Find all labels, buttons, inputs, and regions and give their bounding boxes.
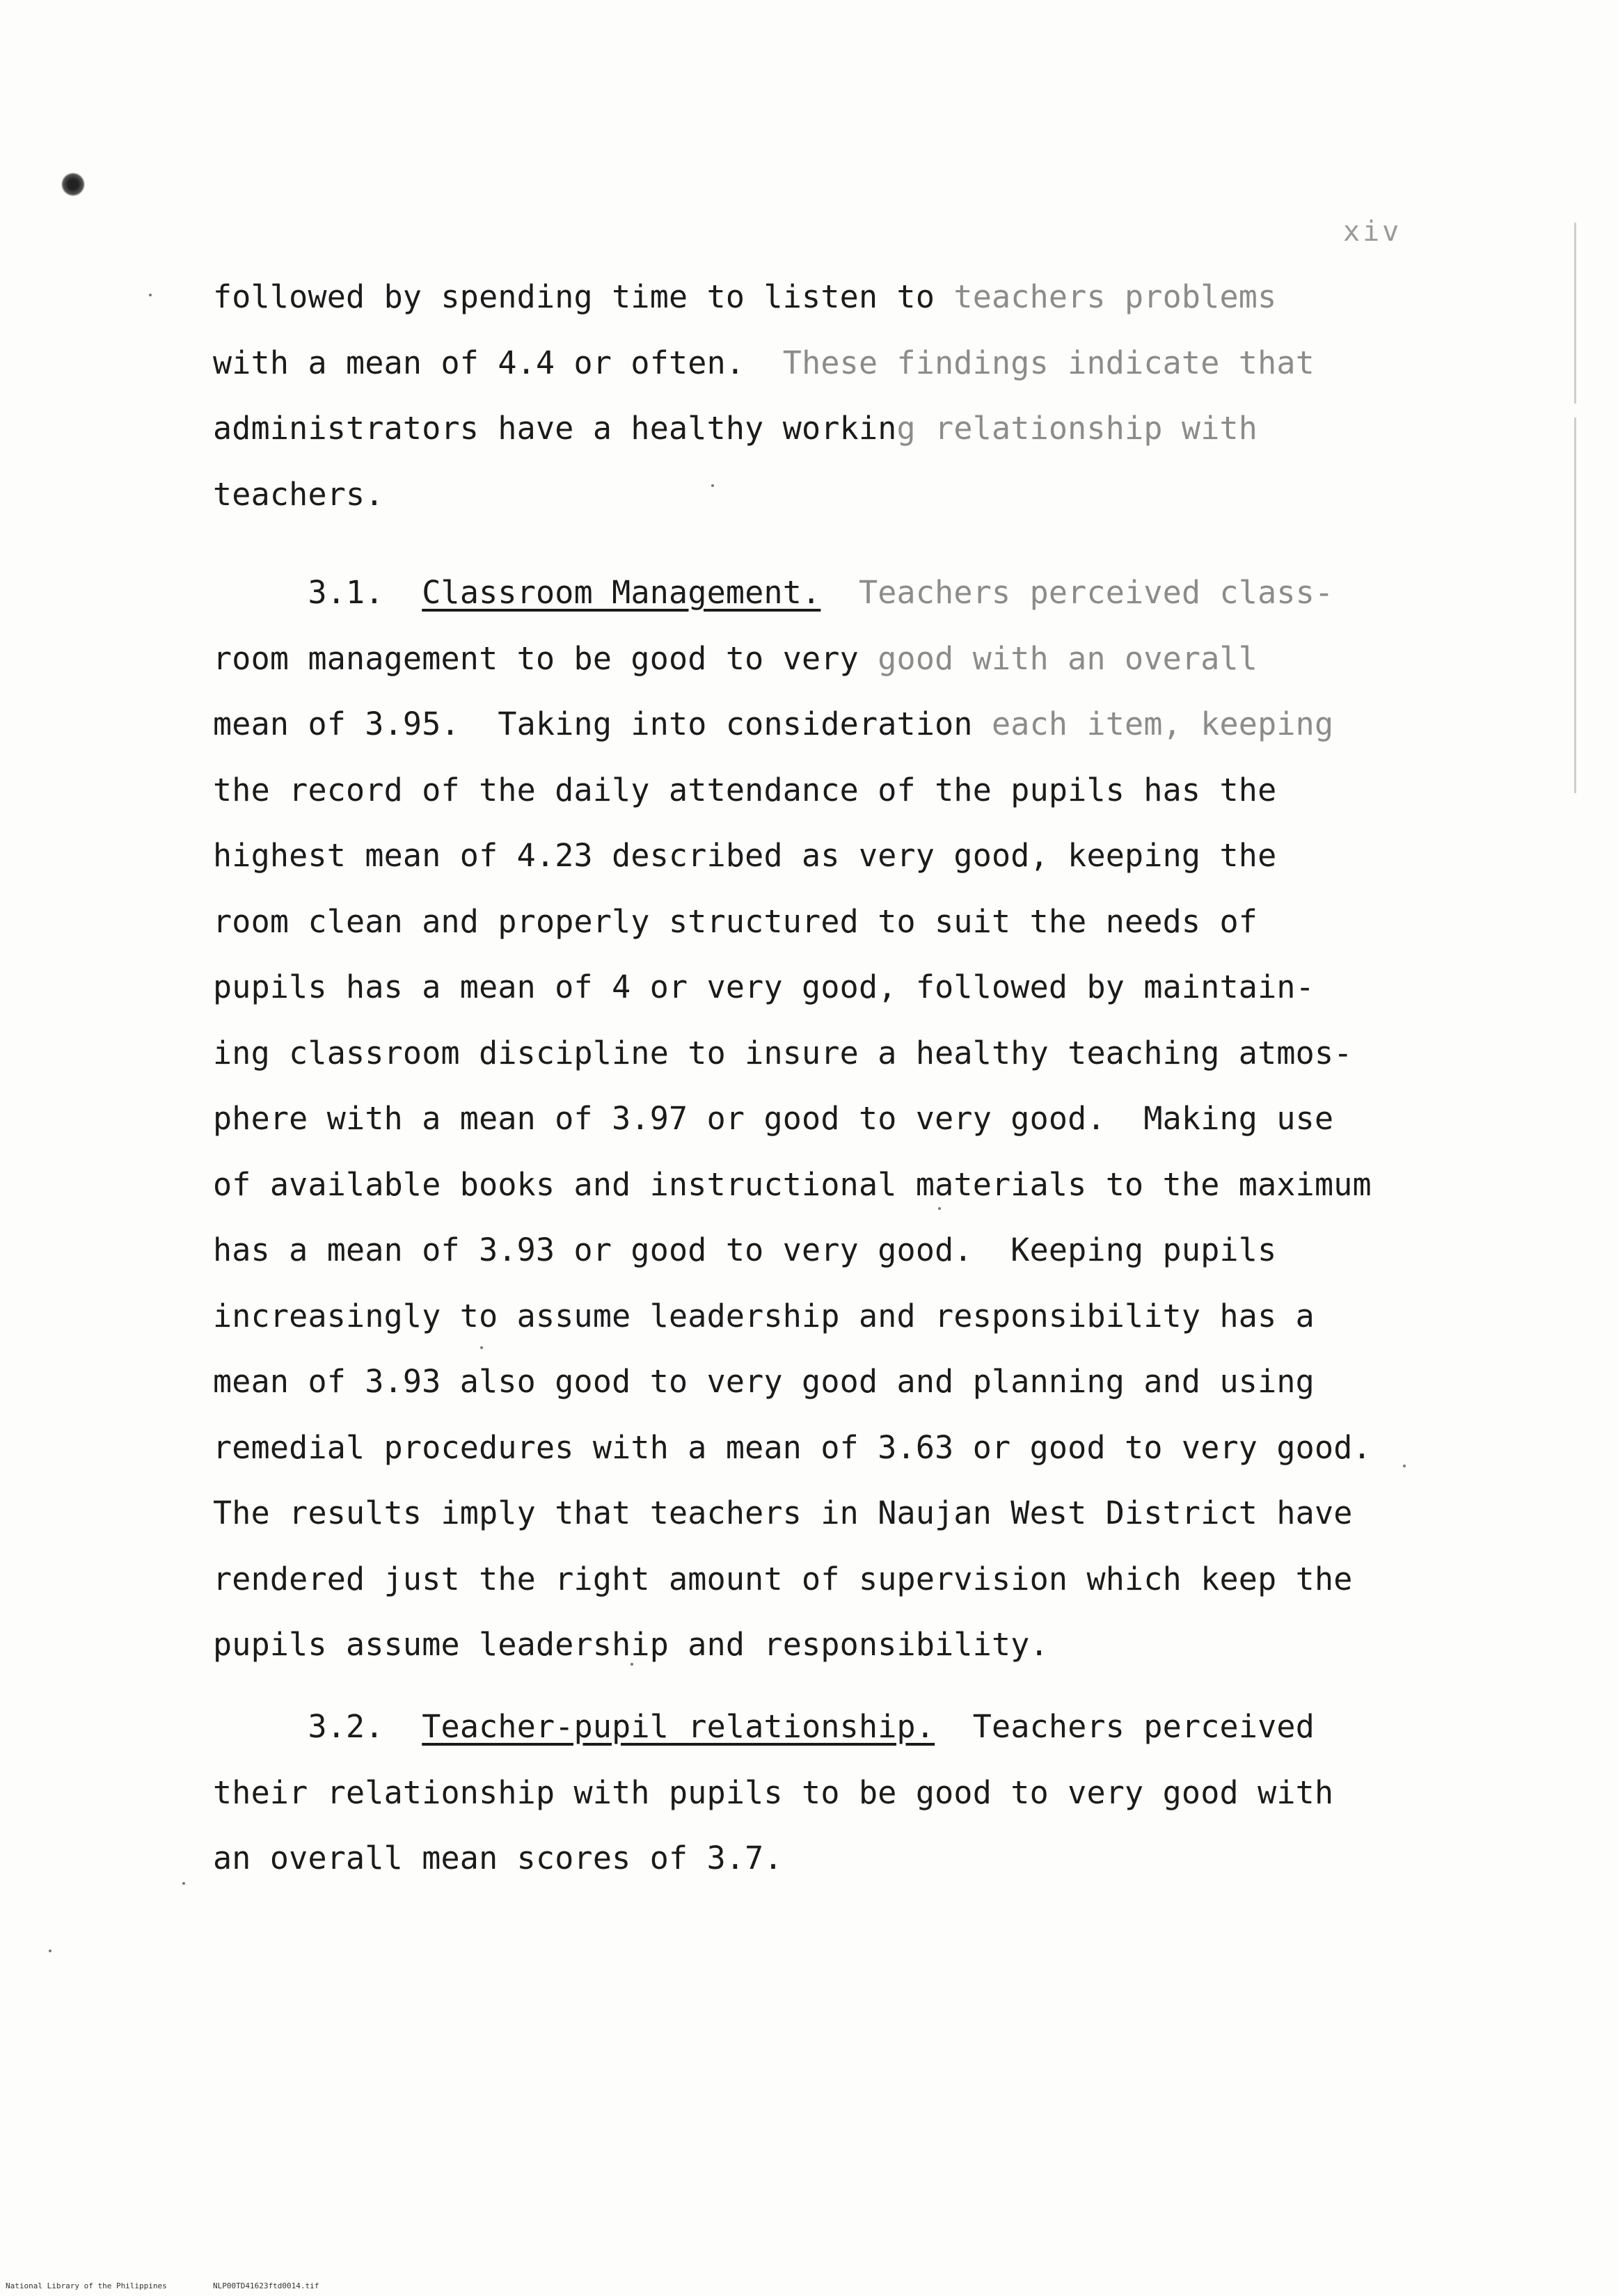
text-line: highest mean of 4.23 described as very good, keeping the: [213, 837, 1277, 874]
section-heading: Teacher-pupil relationship.: [422, 1708, 935, 1745]
text-line-faded: each item, keeping: [991, 705, 1334, 742]
text-line-faded: g relationship with: [896, 410, 1258, 447]
library-credit: National Library of the Philippines: [6, 2281, 167, 2290]
text-line: pupils assume leadership and responsibility.: [213, 1626, 1049, 1663]
text-line: followed by spending time to listen to: [213, 278, 954, 315]
text-line: an overall mean scores of 3.7.: [213, 1840, 783, 1876]
text-line: their relationship with pupils to be good to very good with: [213, 1773, 1334, 1811]
text-line-faded: These findings indicate that: [782, 344, 1315, 381]
section-classroom-management: [213, 560, 1438, 1678]
page-edge-mark: [1574, 223, 1576, 404]
text-line: mean of 3.95. Taking into consideration: [213, 705, 992, 742]
text-line: mean of 3.93 also good to very good and planning and using: [213, 1363, 1315, 1400]
scan-speck: [149, 294, 152, 296]
text-line: administrators have a healthy workin: [213, 410, 897, 447]
text-line: of available books and instructional materials to the maximum: [213, 1165, 1372, 1203]
scan-speck: [711, 484, 714, 487]
text-line: pupils has a mean of 4 or very good, followed by maintain-: [213, 968, 1315, 1005]
text-line: room management to be good to very: [213, 639, 878, 677]
text-line: remedial procedures with a mean of 3.63 or good to very good.: [213, 1428, 1372, 1466]
text-line: ing classroom discipline to insure a healthy teaching atmos-: [213, 1034, 1353, 1071]
text-line: increasingly to assume leadership and responsibility has a: [213, 1297, 1315, 1334]
scan-speck: [182, 1882, 185, 1885]
text-line: rendered just the right amount of supervision which keep the: [213, 1560, 1353, 1597]
scan-speck: [938, 1207, 941, 1210]
file-name: NLP00TD41623ftd0014.tif: [213, 2281, 319, 2290]
section-number: 3.1.: [308, 574, 384, 611]
scan-speck: [480, 1346, 483, 1349]
scan-speck: [630, 1663, 633, 1666]
paragraph-continuation: [213, 264, 1438, 527]
page-edge-mark: [1574, 417, 1576, 793]
text-line: the record of the daily attendance of the pupils has the: [213, 771, 1277, 808]
text-line: has a mean of 3.93 or good to very good. Keeping pupils: [213, 1231, 1277, 1268]
scan-speck: [1403, 1465, 1406, 1467]
section-number: 3.2.: [308, 1708, 384, 1745]
text-line-faded: good with an overall: [878, 639, 1258, 677]
text-line-faded: teachers problems: [953, 278, 1277, 315]
section-heading: Classroom Management.: [422, 574, 821, 611]
ink-stamp-mark: [61, 173, 85, 196]
page-number: xiv: [1343, 216, 1402, 248]
text-line: phere with a mean of 3.97 or good to very good. Making use: [213, 1100, 1334, 1137]
text-line: with a mean of 4.4 or often.: [213, 344, 783, 381]
section-teacher-pupil-relationship: [213, 1694, 1438, 1892]
scan-footer: [6, 2281, 319, 2290]
text-line: The results imply that teachers in Naujan West District have: [213, 1494, 1353, 1531]
text-line-faded: Teachers perceived class-: [858, 574, 1334, 611]
scan-speck: [49, 1950, 51, 1952]
text-line: Teachers perceived: [972, 1708, 1315, 1745]
text-line: room clean and properly structured to suit the needs of: [213, 902, 1258, 940]
text-line: teachers.: [213, 475, 384, 513]
